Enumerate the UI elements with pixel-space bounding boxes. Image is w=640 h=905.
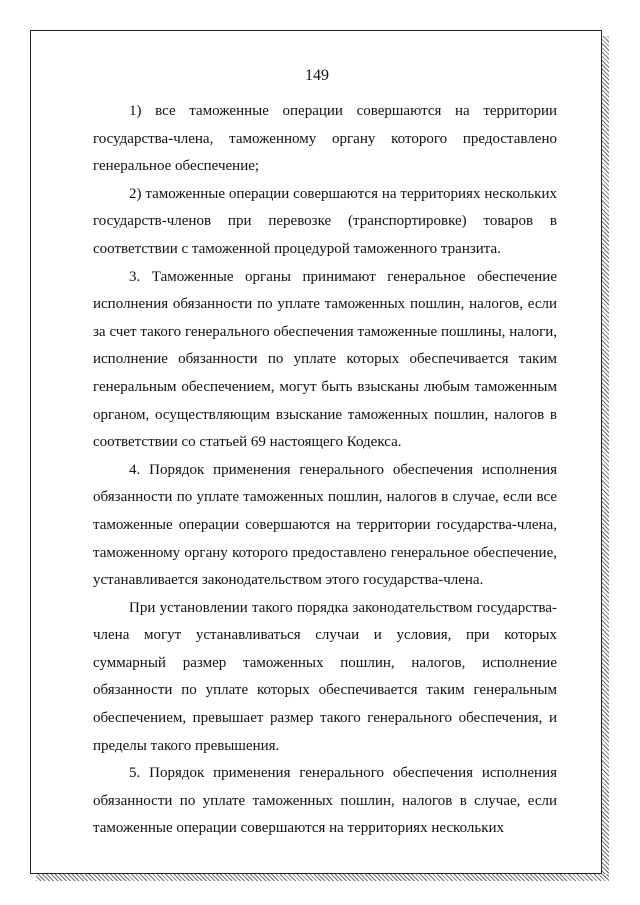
page-shadow-bottom <box>36 874 609 881</box>
paragraph-clause-4: 4. Порядок применения генерального обеспечения исполнения обязанности по уплате таможенных пошлин, налогов в случае, если все таможенные операции совершаются на территории государства-члена, таможенному органу которого предоставлено генеральное обеспечение, устанавливается законодательством этого государства-члена. <box>93 461 557 589</box>
page-number: 149 <box>305 67 329 84</box>
paragraph-item-2: 2) таможенные операции совершаются на территориях нескольких государств-членов при перевозке (транспортировке) товаров в соответствии с таможенной процедурой таможенного транзита. <box>93 185 557 257</box>
page-shadow-right <box>602 36 609 880</box>
paragraph-clause-4-continued: При установлении такого порядка законодательством государства-члена могут устанавливаться случаи и условия, при которых суммарный размер таможенных пошлин, налогов, исполнение обязанности по уплате которых обеспечивается таким генеральным обеспечением, превышает размер такого генерального обеспечения, и пределы такого превышения. <box>93 599 557 754</box>
document-page <box>30 30 602 874</box>
paragraph-clause-5: 5. Порядок применения генерального обеспечения исполнения обязанности по уплате таможенных пошлин, налогов в случае, если таможенные операции совершаются на территориях нескольких <box>93 765 557 837</box>
paragraph-item-1: 1) все таможенные операции совершаются на территории государства-члена, таможенному органу которого предоставлено генеральное обеспечение; <box>93 103 557 175</box>
document-body <box>93 98 557 843</box>
paragraph-clause-3: 3. Таможенные органы принимают генеральное обеспечение исполнения обязанности по уплате таможенных пошлин, налогов, если за счет такого генерального обеспечения таможенные пошлины, налоги, исполнение обязанности по уплате которых обеспечивается таким генеральным обеспечением, могут быть взысканы любым таможенным органом, осуществляющим взыскание таможенных пошлин, налогов в соответствии со статьей 69 настоящего Кодекса. <box>93 268 557 451</box>
